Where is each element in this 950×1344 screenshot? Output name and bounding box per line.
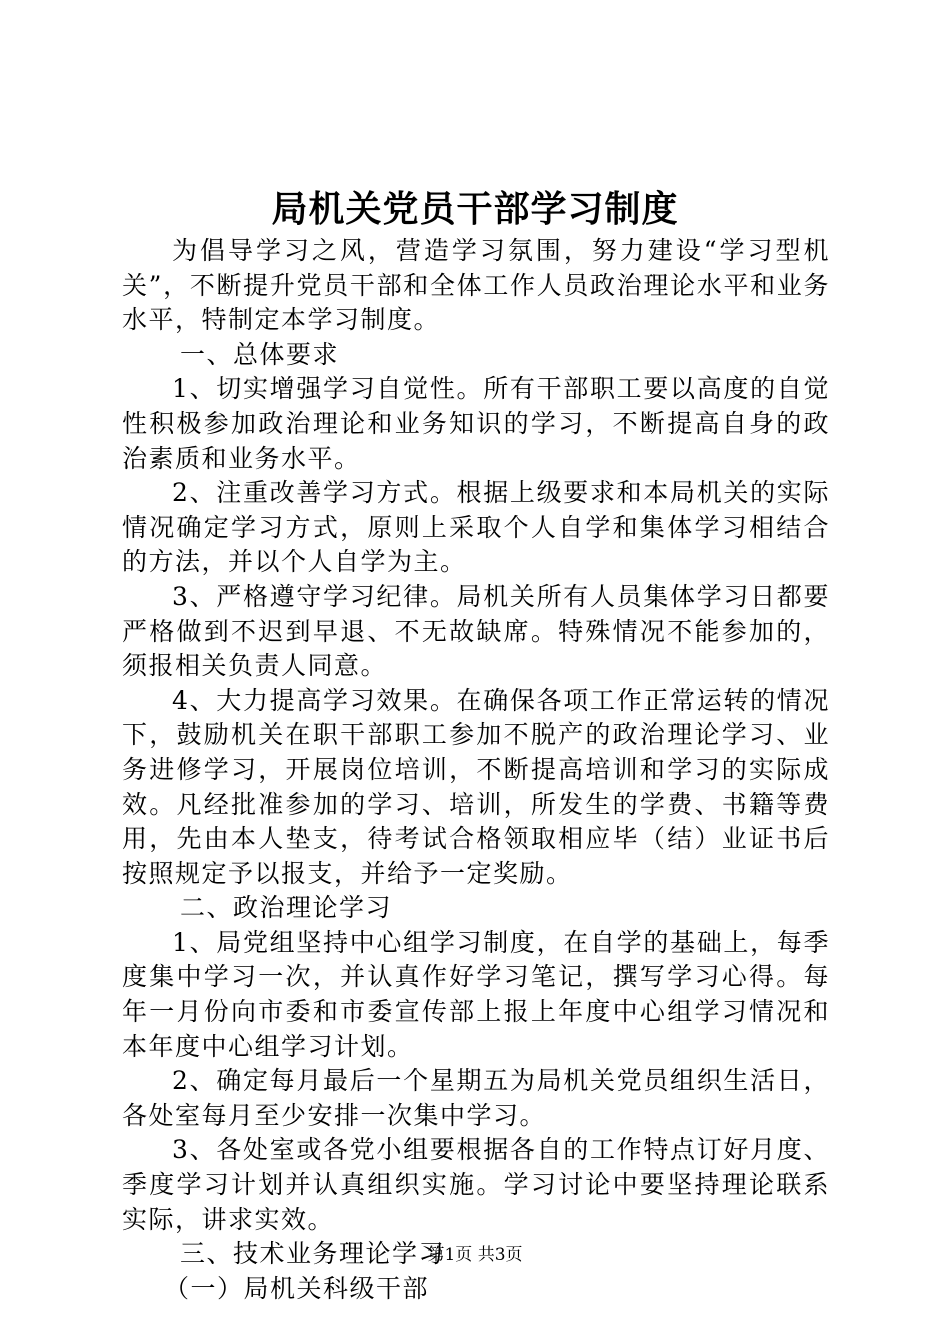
paragraph-item: 1、切实增强学习自觉性。所有干部职工要以高度的自觉性积极参加政治理论和业务知识的学习，不断提高自身的政治素质和业务水平。 [122,374,830,473]
document-body [122,234,830,1306]
document-title: 局机关党员干部学习制度 [271,188,679,230]
sub-heading-section-level: （一）局机关科级干部 [164,1273,430,1303]
paragraph-item: 2、注重改善学习方式。根据上级要求和本局机关的实际情况确定学习方式，原则上采取个人自学和集体学习相结合的方法，并以个人自学为主。 [122,478,830,577]
paragraph-item: 3、严格遵守学习纪律。局机关所有人员集体学习日都要严格做到不迟到早退、不无故缺席。特殊情况不能参加的，须报相关负责人同意。 [122,581,830,681]
section-heading-general: 一、总体要求 [180,339,340,369]
paragraph-item: 3、各处室或各党小组要根据各自的工作特点订好月度、季度学习计划并认真组织实施。学习讨论中要坚持理论联系实际，讲求实效。 [122,1135,830,1234]
section-heading-political: 二、政治理论学习 [180,893,393,923]
paragraph-item: 2、确定每月最后一个星期五为局机关党员组织生活日，各处室每月至少安排一次集中学习。 [122,1066,830,1130]
section-heading-technical: 三、技术业务理论学习 [180,1239,446,1269]
paragraph-item: 1、局党组坚持中心组学习制度，在自学的基础上，每季度集中学习一次，并认真作好学习笔记，撰写学习心得。每年一月份向市委和市委宣传部上报上年度中心组学习情况和本年度中心组学习计划。 [122,927,830,1061]
paragraph-intro: 为倡导学习之风，营造学习氛围，努力建设“学习型机关”，不断提升党员干部和全体工作人员政治理论水平和业务水平，特制定本学习制度。 [122,236,830,335]
page-number-footer: 第1页 共3页 [427,1245,523,1265]
paragraph-item: 4、大力提高学习效果。在确保各项工作正常运转的情况下，鼓励机关在职干部职工参加不脱产的政治理论学习、业务进修学习，开展岗位培训，不断提高培训和学习的实际成效。凡经批准参加的学习、培训，所发生的学费、书籍等费用，先由本人垫支，待考试合格领取相应毕（结）业证书后按照规定予以报支，并给予一定奖励。 [122,685,830,888]
